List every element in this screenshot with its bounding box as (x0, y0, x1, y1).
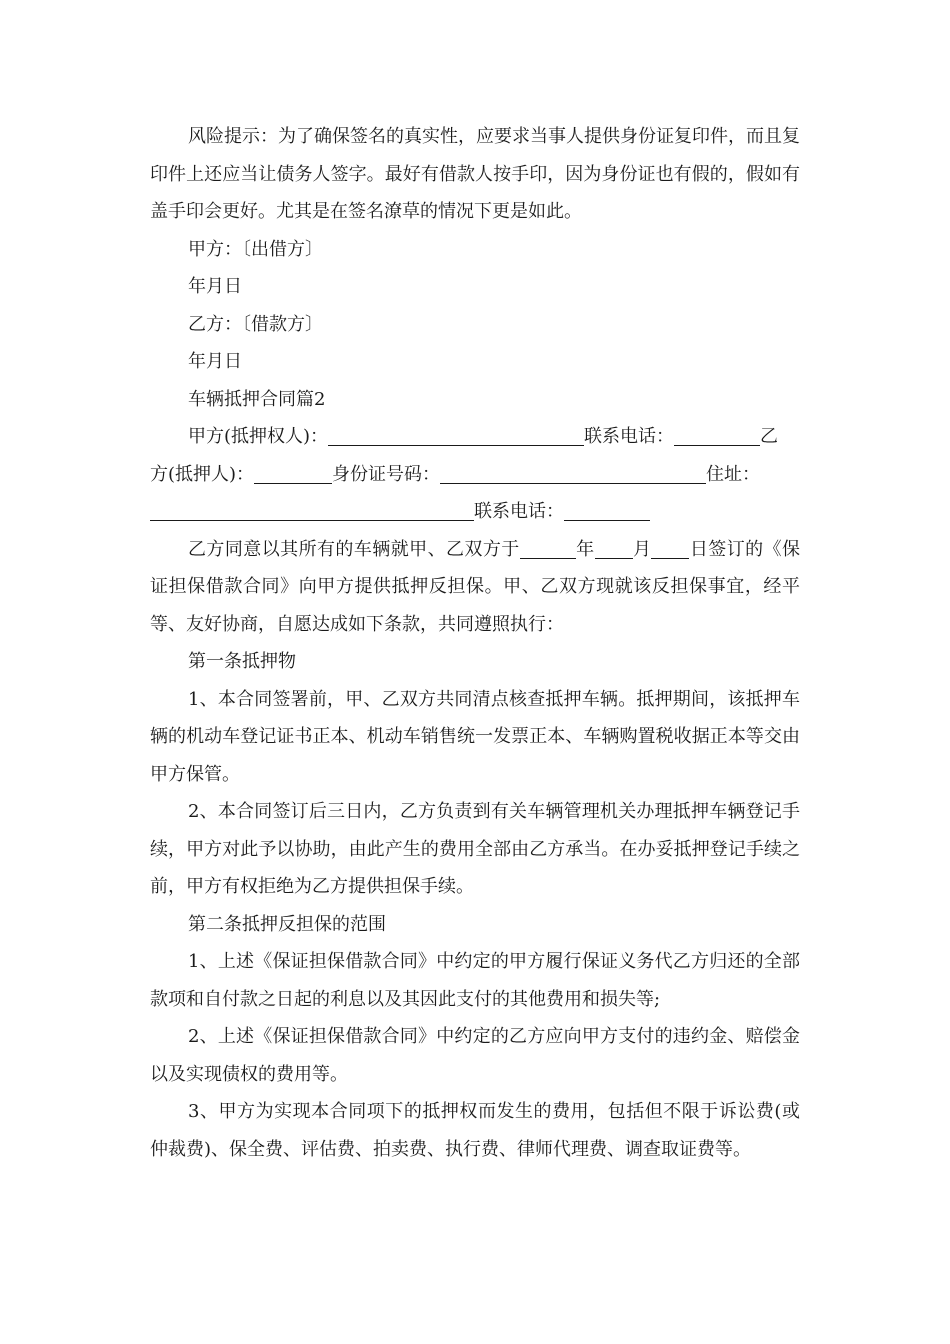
party-b-mortgagor-label: 方(抵押人)： (150, 463, 255, 485)
party-a-lender-line: 甲方：〔出借方〕 (188, 238, 323, 260)
address-label: 住址： (706, 463, 761, 485)
party-b-phone-label: 联系电话： (474, 501, 564, 522)
party-a-mortgagee-label: 甲方(抵押权人)： (188, 426, 329, 447)
party-b-date-line: 年月日 (188, 351, 242, 372)
year-label: 年 (575, 538, 595, 560)
sign-year-blank[interactable] (520, 536, 576, 559)
sign-month-blank[interactable] (595, 536, 633, 559)
article-1-clause-2: 2、本合同签订后三日内，乙方负责到有关车辆管理机关办理抵押车辆登记手续，甲方对此予以协助，由此产生的费用全部由乙方承当。在办妥抵押登记手续之前，甲方有权拒绝为乙方提供担保手续。 (150, 801, 800, 897)
party-b-phone-blank[interactable] (564, 498, 650, 521)
party-a-phone-blank[interactable] (674, 423, 760, 446)
party-b-name-blank[interactable] (254, 461, 332, 484)
intro-paragraph (150, 531, 800, 644)
article-1-title: 第一条抵押物 (188, 651, 296, 672)
id-number-blank[interactable] (440, 461, 706, 484)
article-2-clause-3: 3、甲方为实现本合同项下的抵押权而发生的费用，包括但不限于诉讼费(或仲裁费)、保全费、评估费、拍卖费、执行费、律师代理费、调查取证费等。 (150, 1101, 800, 1160)
parties-line-1 (150, 418, 800, 456)
intro-text-rest: 日签订的《保证担保借款合同》向甲方提供抵押反担保。甲、乙双方现就该反担保事宜，经平等、友好协商，自愿达成如下条款，共同遵照执行： (150, 538, 801, 635)
parties-block (150, 418, 800, 531)
article-1-clause-1: 1、本合同签署前，甲、乙双方共同清点核查抵押车辆。抵押期间，该抵押车辆的机动车登记证书正本、机动车销售统一发票正本、车辆购置税收据正本等交由甲方保管。 (150, 688, 800, 785)
intro-text-start: 乙方同意以其所有的车辆就甲、乙双方于 (188, 538, 520, 560)
party-b-label-part1: 乙 (760, 426, 779, 447)
month-label: 月 (632, 538, 652, 560)
party-a-name-blank[interactable] (328, 423, 584, 446)
id-number-label: 身份证号码： (332, 463, 441, 485)
risk-warning-paragraph: 风险提示：为了确保签名的真实性，应要求当事人提供身份证复印件，而且复印件上还应当让债务人签字。最好有借款人按手印，因为身份证也有假的，假如有盖手印会更好。尤其是在签名潦草的情况下更是如此。 (150, 126, 800, 222)
article-2-clause-1: 1、上述《保证担保借款合同》中约定的甲方履行保证义务代乙方归还的全部款项和自付款之日起的利息以及其因此支付的其他费用和损失等; (150, 951, 800, 1010)
article-2-title: 第二条抵押反担保的范围 (188, 913, 386, 935)
sign-day-blank[interactable] (651, 536, 689, 559)
address-blank[interactable] (150, 498, 474, 521)
parties-line-2 (150, 456, 800, 494)
contract-2-heading: 车辆抵押合同篇2 (188, 388, 326, 410)
parties-line-3 (150, 493, 800, 531)
party-a-phone-label: 联系电话： (584, 426, 675, 447)
party-b-borrower-line: 乙方：〔借款方〕 (188, 313, 323, 335)
party-a-date-line: 年月日 (188, 276, 242, 297)
document-page (150, 118, 800, 1168)
article-2-clause-2: 2、上述《保证担保借款合同》中约定的乙方应向甲方支付的违约金、赔偿金以及实现债权的费用等。 (150, 1026, 800, 1085)
